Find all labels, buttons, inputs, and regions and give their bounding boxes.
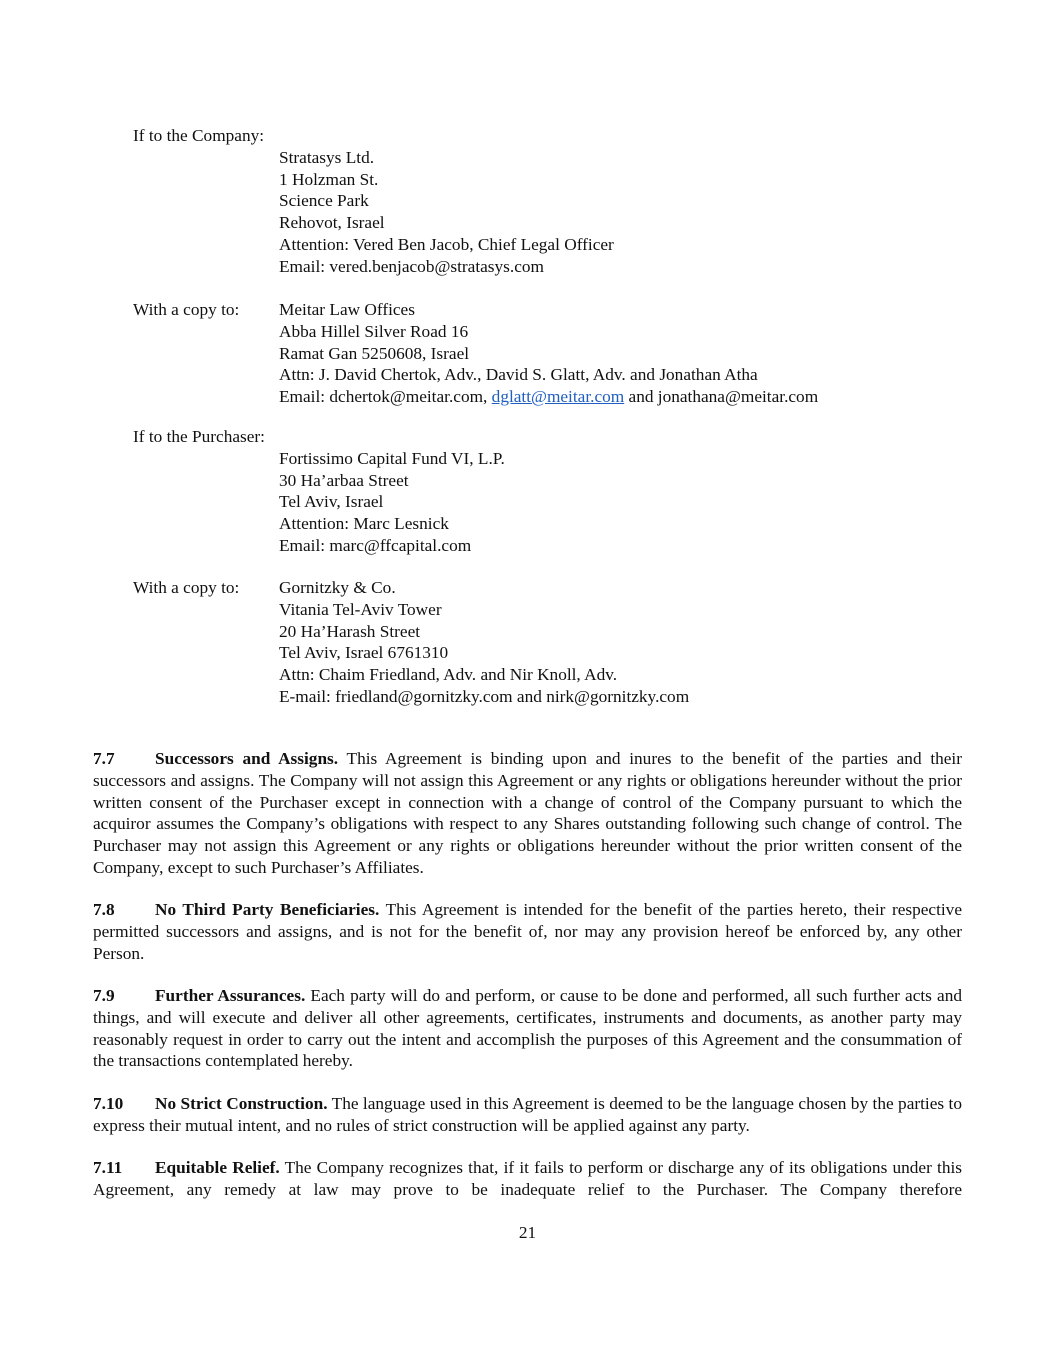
attention-line: Attn: Chaim Friedland, Adv. and Nir Knoll, Adv. xyxy=(279,665,618,685)
email-line: Email: vered.benjacob@stratasys.com xyxy=(279,256,544,276)
notice-label: With a copy to: xyxy=(133,578,240,597)
notice-company-copy xyxy=(133,299,933,411)
section-title: Equitable Relief. xyxy=(155,1158,280,1177)
email-prefix: Email: dchertok@meitar.com, xyxy=(279,387,492,407)
section-7-7 xyxy=(93,748,962,879)
section-title: No Strict Construction. xyxy=(155,1094,328,1113)
address-line: Abba Hillel Silver Road 16 xyxy=(279,321,469,341)
notice-label: If to the Company: xyxy=(133,126,265,145)
section-number: 7.8 xyxy=(93,900,115,919)
section-number: 7.7 xyxy=(93,749,115,768)
section-7-8 xyxy=(93,899,962,964)
section-number: 7.10 xyxy=(93,1094,124,1113)
notice-purchaser xyxy=(133,426,933,560)
section-7-10 xyxy=(93,1093,962,1137)
section-paragraph xyxy=(93,1157,962,1201)
attention-line: Attention: Marc Lesnick xyxy=(279,514,449,534)
section-text: The language used in this Agreement is deemed to be the language chosen by the parties to express their mutual intent, and no rules of strict construction will be applied against any party. xyxy=(93,1094,962,1135)
section-7-11 xyxy=(93,1157,962,1201)
notice-label: With a copy to: xyxy=(133,300,240,319)
section-paragraph xyxy=(93,748,962,879)
address-block xyxy=(279,299,818,408)
section-number: 7.9 xyxy=(93,986,115,1005)
notice-label: If to the Purchaser: xyxy=(133,427,265,446)
section-paragraph xyxy=(93,899,962,964)
address-line: Rehovot, Israel xyxy=(279,213,385,233)
address-line: Fortissimo Capital Fund VI, L.P. xyxy=(279,448,505,468)
address-block xyxy=(279,577,689,708)
email-line: E-mail: friedland@gornitzky.com and nirk@gornitzky.com xyxy=(279,686,690,706)
email-link-dglatt[interactable]: dglatt@meitar.com xyxy=(491,387,625,407)
section-paragraph xyxy=(93,985,962,1072)
address-line: Tel Aviv, Israel xyxy=(279,492,384,512)
email-suffix: and jonathana@meitar.com xyxy=(624,387,819,407)
address-line: Gornitzky & Co. xyxy=(279,578,396,597)
attention-line: Attention: Vered Ben Jacob, Chief Legal Officer xyxy=(279,234,614,254)
page-number: 21 xyxy=(518,1223,537,1242)
section-paragraph xyxy=(93,1093,962,1137)
section-7-9 xyxy=(93,985,962,1072)
section-title: No Third Party Beneficiaries. xyxy=(155,900,380,919)
email-line: Email: marc@ffcapital.com xyxy=(279,535,472,555)
address-line: Ramat Gan 5250608, Israel xyxy=(279,343,470,363)
address-line: Science Park xyxy=(279,191,369,211)
address-line: 20 Ha’Harash Street xyxy=(279,621,421,641)
attention-line: Attn: J. David Chertok, Adv., David S. Glatt, Adv. and Jonathan Atha xyxy=(279,365,758,385)
address-line: Stratasys Ltd. xyxy=(279,147,375,167)
address-line: Vitania Tel-Aviv Tower xyxy=(279,599,442,619)
section-number: 7.11 xyxy=(93,1158,123,1177)
section-text: This Agreement is intended for the benefit of the parties hereto, their respective permitted successors and assigns, and is not for the benefit of, nor may any provision hereof be enforced by, any other Person. xyxy=(93,900,962,963)
section-title: Successors and Assigns. xyxy=(155,749,339,768)
section-text: The Company recognizes that, if it fails to perform or discharge any of its obligations under this Agreement, any remedy at law may prove to be inadequate relief to the Purchaser. The Company therefore xyxy=(93,1158,963,1199)
address-line: Meitar Law Offices xyxy=(279,300,415,319)
notice-company xyxy=(133,125,933,280)
address-block xyxy=(279,147,614,278)
address-line: 30 Ha’arbaa Street xyxy=(279,470,409,490)
section-text: This Agreement is binding upon and inures to the benefit of the parties and their successors and assigns. The Company will not assign this Agreement or any rights or obligations hereunder without the prior written consent of the Purchaser except in connection with a change of control of the Company pursuant to which the acquiror assumes the Company’s obligations with respect to any Shares outstanding following such change of control. The Purchaser may not assign this Agreement or any rights or obligations hereunder without the prior written consent of the Company, except to such Purchaser’s Affiliates. xyxy=(93,749,962,877)
section-title: Further Assurances. xyxy=(155,986,306,1005)
address-line: 1 Holzman St. xyxy=(279,169,379,189)
email-line xyxy=(279,386,818,408)
notice-purchaser-copy xyxy=(133,577,933,711)
section-text: Each party will do and perform, or cause to be done and performed, all such further acts and things, and will execute and deliver all other agreements, certificates, instruments and documents, as another party may reasonably request in order to carry out the intent and accomplish the purposes of this Agreement and the consummation of the transactions contemplated hereby. xyxy=(93,986,962,1071)
address-block xyxy=(279,448,505,557)
address-line: Tel Aviv, Israel 6761310 xyxy=(279,643,449,663)
